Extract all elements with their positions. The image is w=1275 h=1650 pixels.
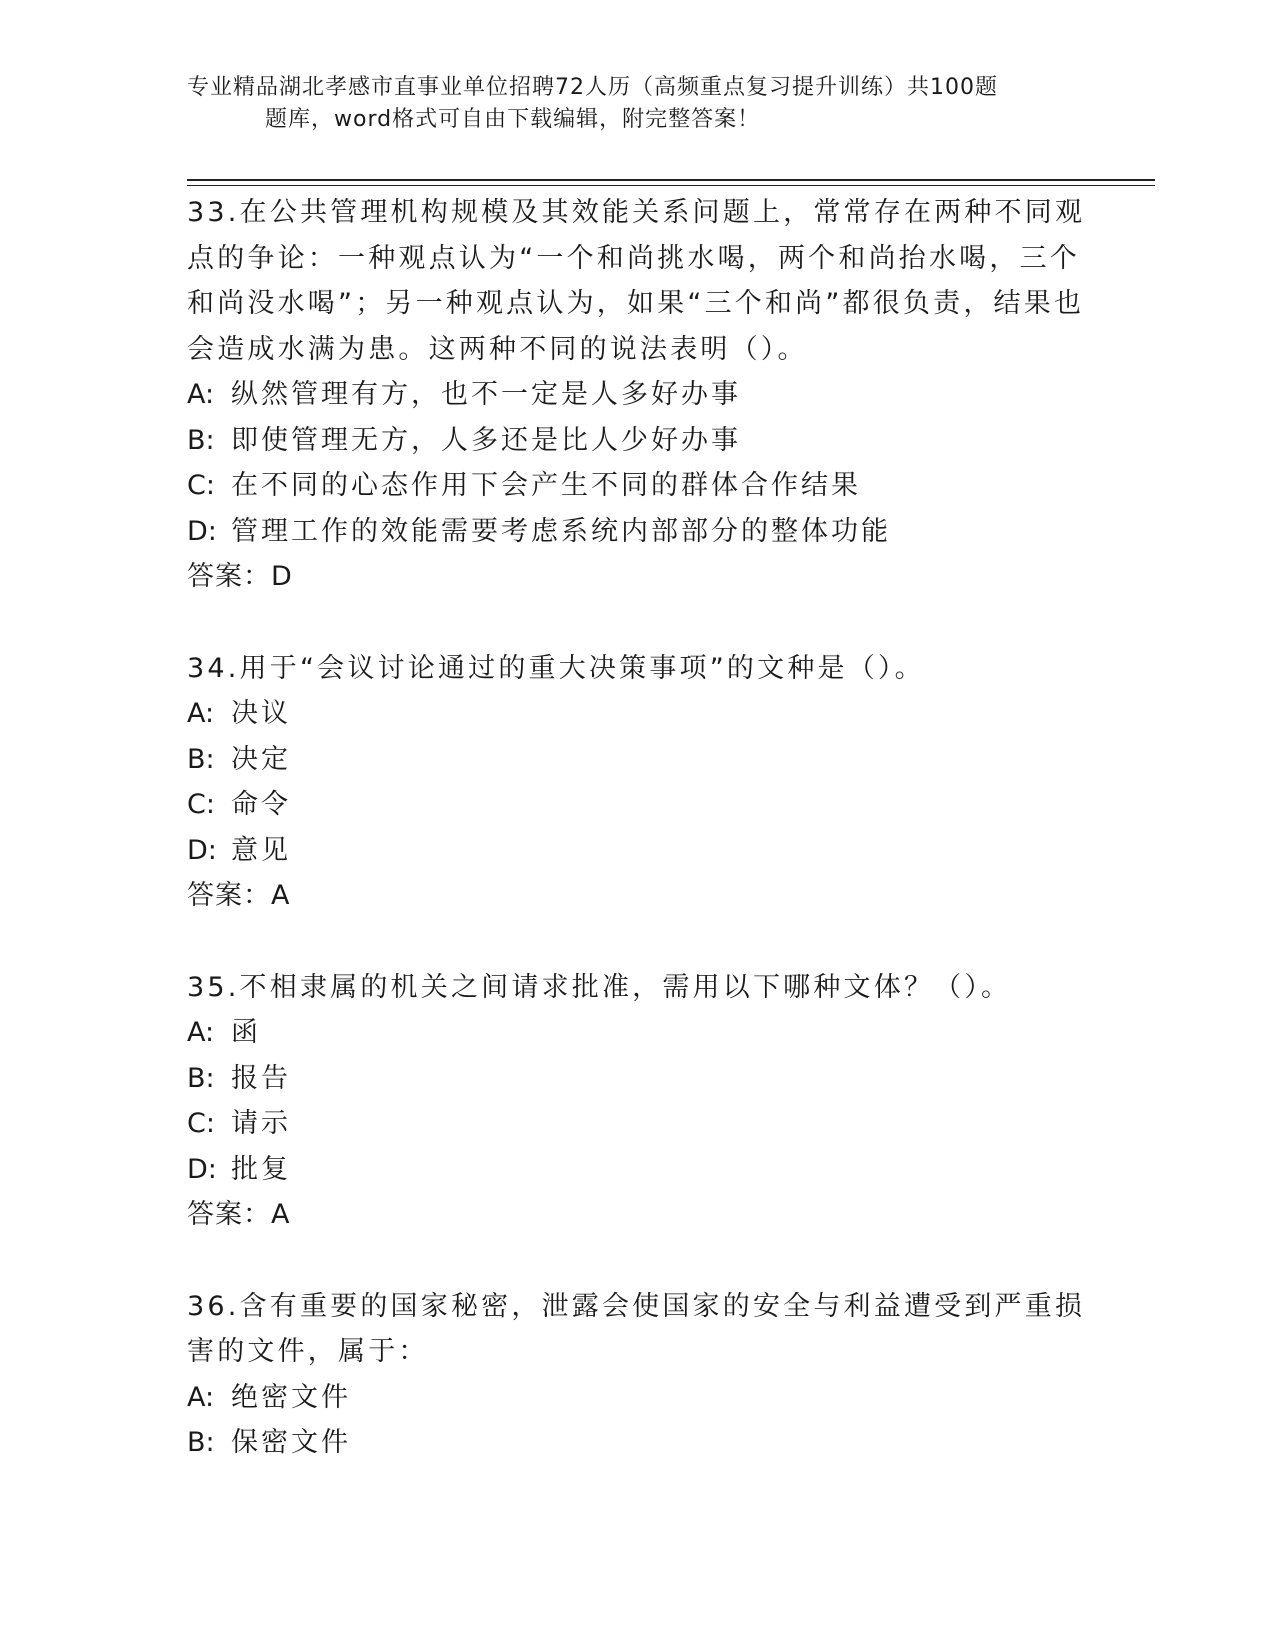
option-c (187, 782, 1087, 828)
option-key: B: (187, 1062, 215, 1094)
option-a (187, 372, 1087, 418)
question-list (187, 190, 1087, 1512)
option-key: B: (187, 424, 215, 456)
option-key: B: (187, 1427, 215, 1458)
option-d (187, 1147, 1087, 1193)
option-text: 绝密文件 (231, 1381, 351, 1413)
option-key: C: (187, 470, 215, 501)
option-text: 纵然管理有方，也不一定是人多好办事 (231, 379, 741, 410)
option-text: 意见 (231, 834, 291, 866)
option-a (187, 691, 1087, 737)
option-d (187, 509, 1087, 555)
answer-line: 答案：A (187, 880, 291, 911)
option-key: A: (187, 698, 215, 729)
option-b (187, 418, 1087, 464)
option-key: C: (187, 1108, 215, 1139)
question-33 (187, 190, 1087, 600)
answer-line: 答案：D (187, 561, 293, 592)
question-36 (187, 1284, 1087, 1466)
option-b (187, 1056, 1087, 1102)
question-stem: 34.用于“会议讨论通过的重大决策事项”的文种是（）。 (187, 652, 925, 684)
option-key: A: (187, 379, 215, 410)
option-text: 请示 (231, 1108, 291, 1139)
option-key: D: (187, 834, 217, 866)
answer-line: 答案：A (187, 1199, 291, 1230)
option-b (187, 1420, 1087, 1466)
question-34 (187, 646, 1087, 919)
question-stem: 33.在公共管理机构规模及其效能关系问题上，常常存在两种不同观点的争论：一种观点认为“一个和尚挑水喝，两个和尚抬水喝，三个和尚没水喝”；另一种观点认为，如果“三个和尚”都很负责，结果也会造成水满为患。这两种不同的说法表明（）。 (187, 197, 1086, 365)
page-header (187, 72, 1087, 136)
option-key: C: (187, 789, 215, 820)
option-b (187, 737, 1087, 783)
option-c (187, 463, 1087, 509)
option-text: 函 (231, 1017, 261, 1048)
option-text: 在不同的心态作用下会产生不同的群体合作结果 (231, 470, 861, 501)
option-text: 命令 (231, 789, 291, 820)
option-c (187, 1101, 1087, 1147)
option-key: D: (187, 1153, 217, 1185)
header-divider-thick (187, 179, 1155, 181)
header-title-line2: 题库，word格式可自由下载编辑，附完整答案！ (265, 107, 761, 132)
option-key: D: (187, 515, 217, 547)
option-text: 决定 (231, 743, 291, 775)
option-a (187, 1010, 1087, 1056)
option-key: A: (187, 1381, 215, 1413)
header-title-line1: 专业精品湖北孝感市直事业单位招聘72人历（高频重点复习提升训练）共100题 (187, 75, 998, 100)
option-text: 保密文件 (231, 1427, 351, 1458)
option-text: 即使管理无方，人多还是比人少好办事 (231, 424, 741, 456)
question-stem: 36.含有重要的国家秘密，泄露会使国家的安全与利益遭受到严重损害的文件，属于： (187, 1290, 1086, 1367)
option-key: A: (187, 1017, 215, 1048)
question-stem: 35.不相隶属的机关之间请求批准，需用以下哪种文体？（）。 (187, 971, 1012, 1003)
option-text: 批复 (231, 1153, 291, 1185)
option-text: 决议 (231, 698, 291, 729)
option-d (187, 828, 1087, 874)
header-divider-thin (187, 185, 1155, 186)
option-text: 报告 (231, 1062, 291, 1094)
option-a (187, 1375, 1087, 1421)
option-text: 管理工作的效能需要考虑系统内部部分的整体功能 (231, 515, 891, 547)
option-key: B: (187, 743, 215, 775)
question-35 (187, 965, 1087, 1238)
